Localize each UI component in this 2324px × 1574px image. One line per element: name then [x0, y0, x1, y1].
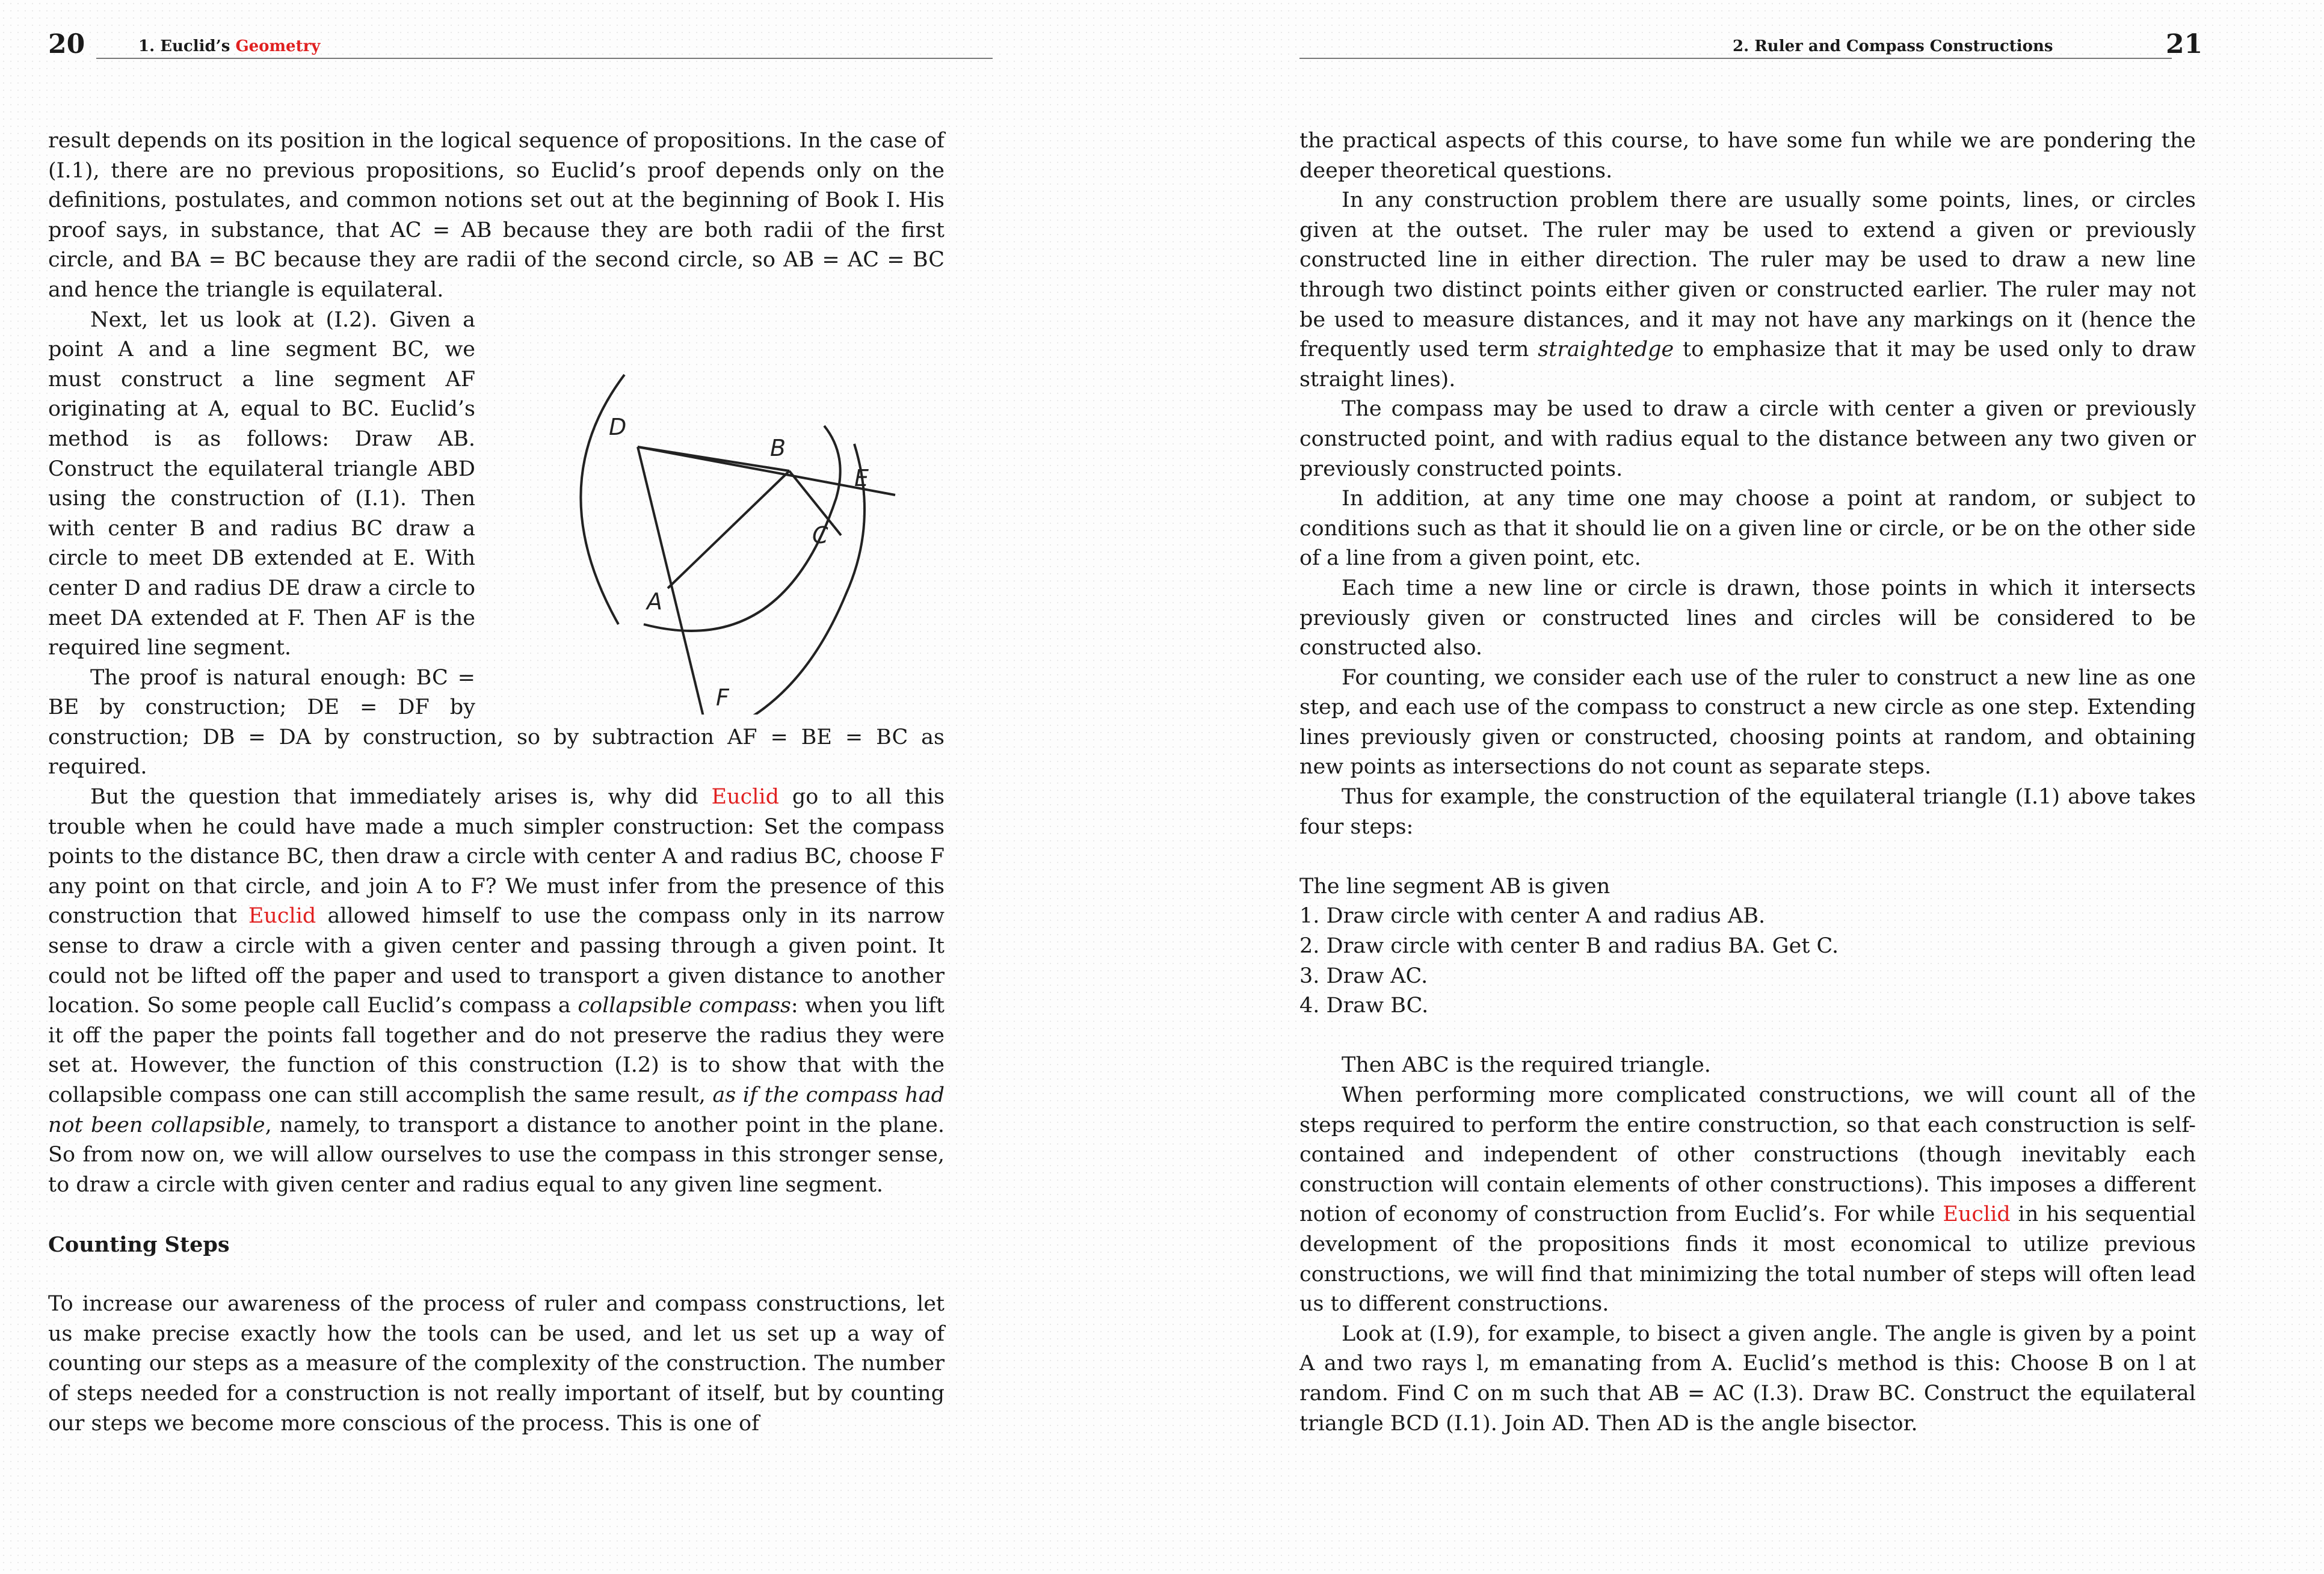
euclid-link[interactable]: Euclid — [711, 785, 780, 810]
text-run: to emphasize that it may be used only to draw straight lines). — [1299, 337, 2196, 392]
paragraph — [1299, 186, 2196, 395]
euclid-link[interactable]: Euclid — [248, 904, 316, 929]
text-run-italic: as if the compass had not been collapsible — [48, 1083, 945, 1137]
right-header — [1299, 29, 2203, 65]
text-run-italic: collapsible compass — [578, 994, 791, 1018]
arc-d — [581, 375, 627, 624]
paragraph — [48, 782, 945, 1200]
header-rule — [1299, 58, 2172, 59]
left-body — [48, 126, 945, 1439]
running-head — [138, 37, 320, 55]
line-db — [638, 447, 789, 471]
left-page — [48, 0, 945, 1574]
figure-svg — [493, 306, 945, 715]
text-run: In any construction problem there are usually some points, lines, or circles given at the outset. The ruler may be used to extend a given or previously constructed line in either direction. The ruler may be used to draw a new line through two distinct points either given or constructed earlier. The ruler may not be used to measure distances, and it may not have any markings on it (hence the frequently used term — [1299, 188, 2196, 362]
line-df — [638, 447, 710, 715]
label-b: B — [770, 434, 786, 461]
paragraph: For counting, we consider each use of the ruler to construct a new line as one step, and each use of the compass to construct a new circle as one step. Extending lines previously given or constructed, choosing points at random, and obtaining new points as intersections do not count as separate steps. — [1299, 665, 2196, 779]
list-item: The line segment AB is given — [1299, 874, 1610, 899]
paragraph: Then ABC is the required triangle. — [1342, 1053, 1711, 1078]
construction-figure — [493, 306, 945, 715]
text-run-italic: straightedge — [1538, 337, 1674, 362]
paragraph: The proof is natural enough: BC = BE by construction; DE = DF by construction; DB = DA by construction, so by subtraction AF = BE = BC as required. — [48, 665, 945, 779]
list-item: 1. Draw circle with center A and radius AB. — [1299, 904, 1766, 929]
paragraph: To increase our awareness of the process of ruler and compass constructions, let us make precise exactly how the tools can be used, and let us set up a way of counting our steps as a measure of the complexity of the construction. The number of steps needed for a construction is not really important of itself, but by counting our steps we become more conscious of the process. This is one of — [48, 1292, 945, 1436]
running-head-chapter: 1. Euclid’s — [138, 37, 230, 55]
paragraph: Next, let us look at (I.2). Given a point A and a line segment BC, we must construct a line segment AF originating at A, equal to BC. Euclid’s method is as follows: Draw AB. Construct the equilateral triangle ABD using the construction of (I.1). Then with center B and radius BC draw a circle to meet DB extended at E. With center D and radius DE draw a circle to meet DA extended at F. Then AF is the required line segment. — [48, 307, 475, 660]
text-run: go to all this trouble when he could have made a much simpler construction: Set the compass points to the distance BC, then draw a circle with center A and radius BC, choose F any point on that circle, and join A to F? We must infer from the presence of this construction that — [48, 785, 945, 929]
paragraph: Each time a new line or circle is drawn, those points in which it intersects previously given or constructed lines and circles will be considered to be constructed also. — [1299, 576, 2196, 660]
paragraph: the practical aspects of this course, to have some fun while we are pondering the deeper theoretical questions. — [1299, 129, 2196, 183]
paragraph: result depends on its position in the logical sequence of propositions. In the case of (I.1), there are no previous propositions, so Euclid’s proof depends only on the definitions, postulates, and common notions set out at the beginning of Book I. His proof says, in substance, that AC = AB because they are both radii of the first circle, and BA = BC because they are radii of the second circle, so AB = AC = BC and hence the triangle is equilateral. — [48, 129, 945, 302]
page-number: 21 — [2166, 29, 2203, 60]
list-item: 3. Draw AC. — [1299, 964, 1428, 988]
paragraph: In addition, at any time one may choose a point at random, or subject to conditions such as that it should lie on a given line or circle, or be on the other side of a line from a given point, etc. — [1299, 487, 2196, 571]
running-head-highlight: Geometry — [235, 37, 321, 55]
label-c: C — [812, 521, 828, 549]
line-ab — [668, 471, 789, 588]
text-run: in his sequential development of the propositions finds it most economical to utilize previous constructions, we will find that minimizing the total number of steps will often lead us to different constructions. — [1299, 1202, 2196, 1317]
left-header — [48, 29, 945, 65]
paragraph: Look at (I.9), for example, to bisect a given angle. The angle is given by a point A and two rays l, m emanating from A. Euclid’s method is this: Choose B on l at random. Find C on m such that AB = AC (I.3). Draw BC. Construct the equilateral triangle BCD (I.1). Join AD. Then AD is the angle bisector. — [1299, 1321, 2196, 1436]
label-e: E — [854, 464, 869, 491]
section-heading: Counting Steps — [48, 1232, 230, 1257]
right-page — [1299, 0, 2203, 1574]
text-run: allowed himself to use the compass only in its narrow sense to draw a circle with a given center and passing through a given point. It could not be lifted off the paper and used to transport a given distance to another location. So some people call Euclid’s compass a — [48, 904, 945, 1018]
text-run: : when you lift it off the paper the points fall together and do not preserve the radius they were set at. However, the function of this construction (I.2) is to show that with the collapsible compass one can still accomplish the same result, — [48, 994, 945, 1107]
right-body — [1299, 126, 2196, 1439]
header-rule — [96, 58, 993, 59]
text-run: But the question that immediately arises is, why did — [90, 785, 698, 810]
list-item: 4. Draw BC. — [1299, 994, 1429, 1018]
running-head: 2. Ruler and Compass Constructions — [1733, 37, 2053, 55]
list-item: 2. Draw circle with center B and radius BA. Get C. — [1299, 934, 1839, 959]
paragraph — [1299, 1081, 2196, 1320]
steps-list — [1299, 872, 2196, 1021]
text-run: When performing more complicated constructions, we will count all of the steps required to perform the entire construction, so that each construction is self-contained and independent of other constructions (though inevitably each construction will contain elements of other constructions). This imposes a different notion of economy of construction from Euclid’s. For while — [1299, 1083, 2196, 1227]
label-d: D — [609, 413, 627, 440]
arc-f — [614, 444, 865, 715]
paragraph: The compass may be used to draw a circle with center a given or previously constructed point, and with radius equal to the distance between any two given or previously constructed points. — [1299, 397, 2196, 481]
paragraph: Thus for example, the construction of the equilateral triangle (I.1) above takes four steps: — [1299, 785, 2196, 839]
label-f: F — [716, 684, 729, 711]
text-run: , namely, to transport a distance to another point in the plane. So from now on, we will allow ourselves to use the compass in this stronger sense, to draw a circle with given center and radius equal to any given line segment. — [48, 1113, 945, 1197]
euclid-link[interactable]: Euclid — [1943, 1202, 2011, 1227]
page-number: 20 — [48, 29, 85, 60]
arc-e — [644, 426, 840, 631]
label-a: A — [647, 588, 662, 615]
